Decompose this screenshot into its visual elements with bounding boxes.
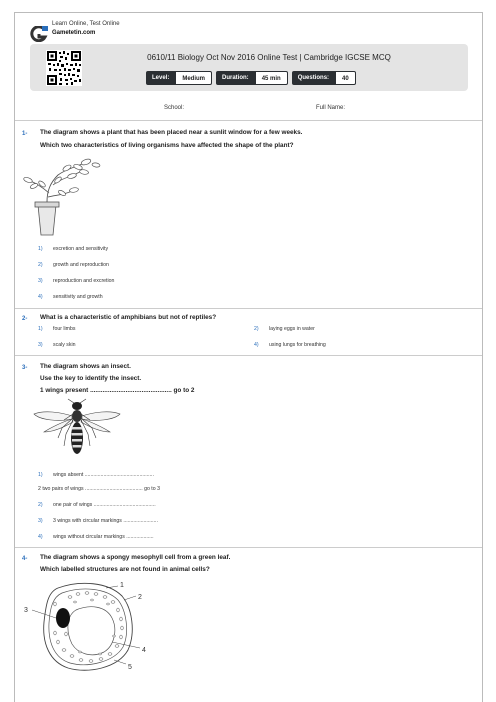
answer-option[interactable]: 3) scaly skin [38, 342, 76, 348]
questions-value: 40 [335, 71, 356, 85]
brand-site[interactable]: Gametetin.com [52, 30, 96, 36]
answer-option[interactable]: 1) excretion and sensitivity [38, 246, 109, 252]
brand-header[interactable] [30, 20, 120, 42]
answer-option[interactable]: 4) sensitivity and growth [38, 294, 103, 300]
divider [15, 308, 482, 309]
question-text: The diagram shows a spongy mesophyll cell from a green leaf. [40, 554, 231, 561]
cell-label: 4 [142, 647, 146, 654]
divider [15, 355, 482, 356]
answer-option[interactable]: 2) growth and reproduction [38, 262, 109, 268]
divider [15, 120, 482, 121]
duration-label: Duration: [216, 71, 255, 85]
key-line: 2 two pairs of wings ........................................ go to 3 [38, 486, 160, 492]
answer-option[interactable]: 3) reproduction and excretion [38, 278, 115, 284]
gametetin-logo-icon [30, 26, 48, 42]
question-number: 1- [22, 131, 28, 137]
cell-label: 1 [120, 582, 124, 589]
divider [15, 547, 482, 548]
questions-label: Questions: [292, 71, 335, 85]
answer-option[interactable]: 4) wings without circular markings ................... [38, 534, 154, 540]
answer-option[interactable]: 3) 3 wings with circular markings ........................ [38, 518, 158, 524]
answer-option[interactable]: 1) four limbs [38, 326, 76, 332]
level-badge [146, 71, 212, 85]
school-field[interactable]: School: [164, 105, 185, 111]
plant-diagram [20, 155, 110, 237]
cell-label: 2 [138, 594, 142, 601]
question-text: Which labelled structures are not found in animal cells? [40, 566, 210, 573]
question-number: 2- [22, 316, 28, 322]
answer-option[interactable]: 4) using lungs for breathing [254, 342, 326, 348]
question-text: Which two characteristics of living organisms have affected the shape of the plant? [40, 142, 294, 149]
duration-badge [216, 71, 288, 85]
question-number: 4- [22, 556, 28, 562]
test-header [30, 44, 468, 91]
level-label: Level: [146, 71, 175, 85]
question-text: The diagram shows a plant that has been placed near a sunlit window for a few weeks. [40, 129, 303, 136]
fullname-field[interactable]: Full Name: [316, 105, 346, 111]
question-text: What is a characteristic of amphibians but not of reptiles? [40, 314, 217, 321]
insect-diagram [32, 398, 122, 464]
answer-option[interactable]: 2) one pair of wings ........................................... [38, 502, 156, 508]
duration-value: 45 min [255, 71, 288, 85]
question-text: 1 wings present .............................................. go to 2 [40, 387, 195, 394]
brand-tagline: Learn Online, Test Online [52, 21, 120, 27]
cell-diagram [20, 574, 160, 678]
question-number: 3- [22, 365, 28, 371]
answer-option[interactable]: 1) wings absent ................................................ [38, 472, 154, 478]
cell-label: 3 [24, 607, 28, 614]
question-text: The diagram shows an insect. [40, 363, 131, 370]
questions-badge [292, 71, 356, 85]
cell-label: 5 [128, 664, 132, 671]
test-meta [146, 71, 356, 85]
question-text: Use the key to identify the insect. [40, 375, 142, 382]
test-title: 0610/11 Biology Oct Nov 2016 Online Test | Cambridge IGCSE MCQ [147, 53, 391, 62]
level-value: Medium [175, 71, 212, 85]
answer-option[interactable]: 2) laying eggs in water [254, 326, 315, 332]
